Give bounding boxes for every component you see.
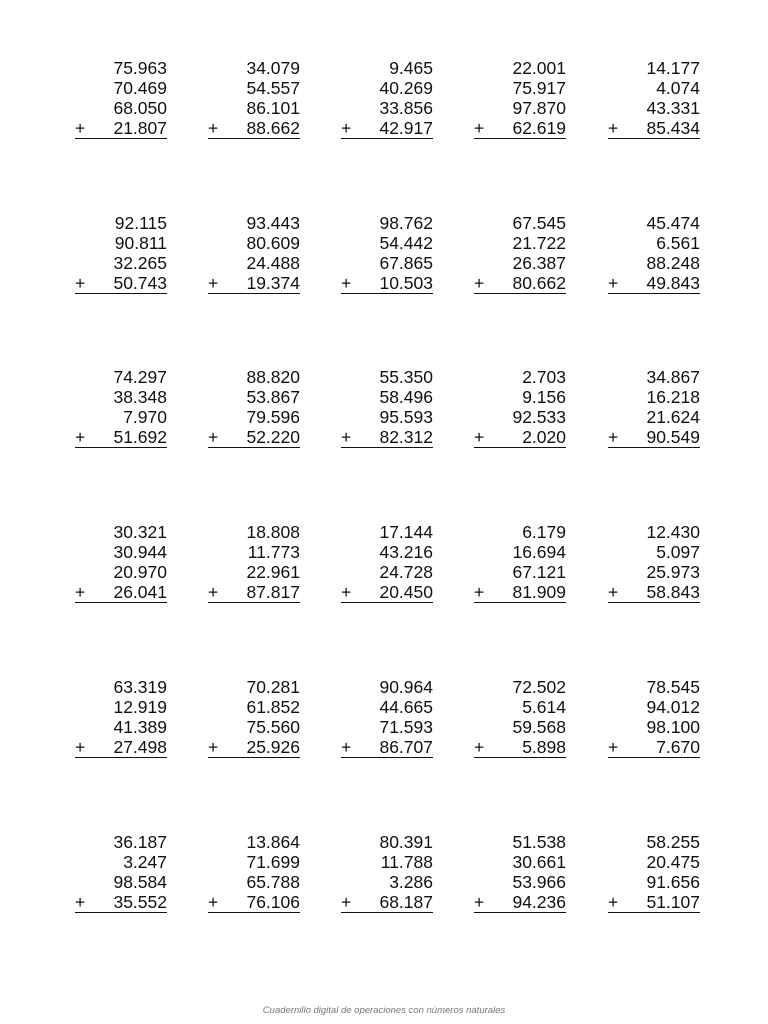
addend: 62.619 [512, 118, 566, 138]
addend: 51.538 [512, 832, 566, 852]
addition-problem [608, 522, 700, 608]
plus-sign: + [474, 118, 485, 138]
addend: 94.236 [512, 892, 566, 912]
plus-sign: + [75, 273, 86, 293]
addend: 80.609 [246, 233, 300, 253]
addition-problem [75, 58, 167, 144]
addition-problem [208, 367, 300, 453]
addend: 16.694 [512, 542, 566, 562]
addend: 58.255 [646, 832, 700, 852]
addend: 12.430 [646, 522, 700, 542]
plus-sign: + [474, 737, 485, 757]
addend: 70.281 [246, 677, 300, 697]
addition-problem [75, 677, 167, 763]
sum-line [208, 447, 300, 448]
addend: 72.502 [512, 677, 566, 697]
addend: 27.498 [113, 737, 167, 757]
addition-problem [608, 677, 700, 763]
addend: 41.389 [113, 717, 167, 737]
addend: 94.012 [646, 697, 700, 717]
addend: 2.703 [522, 367, 566, 387]
sum-line [75, 293, 167, 294]
addend: 3.286 [389, 872, 433, 892]
addend: 21.624 [646, 407, 700, 427]
addition-problem [608, 213, 700, 299]
addition-problem [474, 522, 566, 608]
addition-problem [341, 522, 433, 608]
addend: 2.020 [522, 427, 566, 447]
addend: 45.474 [646, 213, 700, 233]
addend: 85.434 [646, 118, 700, 138]
plus-sign: + [608, 273, 619, 293]
addend: 90.811 [114, 233, 167, 253]
addend: 34.079 [246, 58, 300, 78]
sum-line [208, 912, 300, 913]
addend: 5.614 [522, 697, 566, 717]
addend: 82.312 [379, 427, 433, 447]
sum-line [341, 293, 433, 294]
addend: 71.699 [246, 852, 300, 872]
addend: 53.867 [246, 387, 300, 407]
addend: 90.964 [379, 677, 433, 697]
addend: 20.475 [646, 852, 700, 872]
addend: 61.852 [246, 697, 300, 717]
addend: 97.870 [512, 98, 566, 118]
addend: 36.187 [113, 832, 167, 852]
addend: 30.944 [113, 542, 167, 562]
addend: 42.917 [379, 118, 433, 138]
addend: 67.121 [512, 562, 566, 582]
addition-problem [341, 367, 433, 453]
plus-sign: + [75, 892, 86, 912]
addend: 58.843 [646, 582, 700, 602]
addend: 24.728 [379, 562, 433, 582]
addend: 11.788 [380, 852, 433, 872]
sum-line [474, 293, 566, 294]
sum-line [75, 757, 167, 758]
addend: 19.374 [246, 273, 300, 293]
sum-line [341, 602, 433, 603]
addend: 32.265 [113, 253, 167, 273]
addend: 25.926 [246, 737, 300, 757]
addend: 6.561 [656, 233, 700, 253]
addend: 78.545 [646, 677, 700, 697]
plus-sign: + [341, 737, 352, 757]
plus-sign: + [608, 118, 619, 138]
sum-line [208, 602, 300, 603]
addition-problem [75, 522, 167, 608]
addend: 43.216 [379, 542, 433, 562]
sum-line [608, 447, 700, 448]
addend: 87.817 [246, 582, 300, 602]
addend: 92.533 [512, 407, 566, 427]
addend: 11.773 [247, 542, 300, 562]
plus-sign: + [208, 582, 219, 602]
addend: 67.545 [512, 213, 566, 233]
addition-problem [208, 677, 300, 763]
plus-sign: + [474, 582, 485, 602]
addend: 6.179 [522, 522, 566, 542]
plus-sign: + [474, 892, 485, 912]
sum-line [341, 757, 433, 758]
addition-problem [75, 367, 167, 453]
addend: 65.788 [246, 872, 300, 892]
sum-line [608, 293, 700, 294]
addition-problem [608, 367, 700, 453]
addend: 75.560 [246, 717, 300, 737]
addend: 79.596 [246, 407, 300, 427]
addend: 53.966 [512, 872, 566, 892]
sum-line [208, 293, 300, 294]
addend: 12.919 [113, 697, 167, 717]
addend: 93.443 [246, 213, 300, 233]
addend: 44.665 [379, 697, 433, 717]
addend: 58.496 [379, 387, 433, 407]
addend: 34.867 [646, 367, 700, 387]
addend: 54.442 [379, 233, 433, 253]
sum-line [75, 602, 167, 603]
addition-problem [208, 832, 300, 918]
addend: 7.970 [123, 407, 167, 427]
addend: 70.469 [113, 78, 167, 98]
addend: 51.107 [646, 892, 700, 912]
plus-sign: + [608, 737, 619, 757]
addition-problem [474, 677, 566, 763]
addition-problem [75, 832, 167, 918]
sum-line [341, 138, 433, 139]
addend: 5.898 [522, 737, 566, 757]
addend: 49.843 [646, 273, 700, 293]
sum-line [75, 447, 167, 448]
addend: 88.248 [646, 253, 700, 273]
addend: 98.100 [646, 717, 700, 737]
addend: 55.350 [379, 367, 433, 387]
sum-line [75, 138, 167, 139]
addend: 98.584 [113, 872, 167, 892]
addend: 54.557 [246, 78, 300, 98]
addend: 80.391 [379, 832, 433, 852]
addend: 21.722 [512, 233, 566, 253]
addend: 30.321 [113, 522, 167, 542]
sum-line [608, 138, 700, 139]
plus-sign: + [341, 118, 352, 138]
addend: 95.593 [379, 407, 433, 427]
addend: 7.670 [656, 737, 700, 757]
addend: 50.743 [113, 273, 167, 293]
addend: 20.450 [379, 582, 433, 602]
addend: 51.692 [113, 427, 167, 447]
plus-sign: + [75, 118, 86, 138]
addend: 9.156 [522, 387, 566, 407]
sum-line [208, 757, 300, 758]
addend: 88.662 [246, 118, 300, 138]
sum-line [608, 757, 700, 758]
addend: 71.593 [379, 717, 433, 737]
plus-sign: + [208, 273, 219, 293]
plus-sign: + [608, 582, 619, 602]
sum-line [608, 602, 700, 603]
sum-line [341, 447, 433, 448]
addend: 92.115 [114, 213, 167, 233]
addition-problem [341, 213, 433, 299]
addend: 38.348 [113, 387, 167, 407]
addend: 33.856 [379, 98, 433, 118]
addend: 30.661 [512, 852, 566, 872]
plus-sign: + [208, 427, 219, 447]
plus-sign: + [608, 427, 619, 447]
plus-sign: + [341, 427, 352, 447]
sum-line [208, 138, 300, 139]
plus-sign: + [208, 737, 219, 757]
addition-problem [341, 58, 433, 144]
addition-problem [474, 58, 566, 144]
sum-line [474, 912, 566, 913]
addend: 52.220 [246, 427, 300, 447]
addend: 26.387 [512, 253, 566, 273]
addition-problem [341, 677, 433, 763]
addition-problem [608, 58, 700, 144]
addend: 26.041 [113, 582, 167, 602]
addend: 91.656 [646, 872, 700, 892]
addend: 16.218 [646, 387, 700, 407]
addition-problem [474, 832, 566, 918]
addend: 43.331 [646, 98, 700, 118]
addend: 14.177 [646, 58, 700, 78]
addend: 63.319 [113, 677, 167, 697]
addition-problem [208, 522, 300, 608]
sum-line [474, 757, 566, 758]
addend: 68.050 [113, 98, 167, 118]
addend: 81.909 [512, 582, 566, 602]
addend: 76.106 [246, 892, 300, 912]
addend: 20.970 [113, 562, 167, 582]
addend: 22.001 [512, 58, 566, 78]
addend: 4.074 [656, 78, 700, 98]
addend: 98.762 [379, 213, 433, 233]
addend: 35.552 [113, 892, 167, 912]
plus-sign: + [608, 892, 619, 912]
plus-sign: + [474, 427, 485, 447]
addend: 59.568 [512, 717, 566, 737]
addend: 68.187 [379, 892, 433, 912]
plus-sign: + [75, 427, 86, 447]
plus-sign: + [341, 892, 352, 912]
addend: 80.662 [512, 273, 566, 293]
plus-sign: + [75, 582, 86, 602]
plus-sign: + [75, 737, 86, 757]
addend: 21.807 [113, 118, 167, 138]
addend: 25.973 [646, 562, 700, 582]
plus-sign: + [341, 582, 352, 602]
addition-problem [75, 213, 167, 299]
sum-line [75, 912, 167, 913]
addend: 74.297 [113, 367, 167, 387]
sum-line [341, 912, 433, 913]
addition-problem [474, 367, 566, 453]
addend: 86.101 [246, 98, 300, 118]
addend: 24.488 [246, 253, 300, 273]
addition-problem [341, 832, 433, 918]
addend: 67.865 [379, 253, 433, 273]
plus-sign: + [208, 892, 219, 912]
plus-sign: + [474, 273, 485, 293]
sum-line [474, 138, 566, 139]
addend: 13.864 [246, 832, 300, 852]
addend: 18.808 [246, 522, 300, 542]
addend: 75.963 [113, 58, 167, 78]
addend: 90.549 [646, 427, 700, 447]
sum-line [608, 912, 700, 913]
plus-sign: + [341, 273, 352, 293]
addition-problem [208, 58, 300, 144]
addend: 40.269 [379, 78, 433, 98]
plus-sign: + [208, 118, 219, 138]
sum-line [474, 447, 566, 448]
addend: 86.707 [379, 737, 433, 757]
sum-line [474, 602, 566, 603]
addition-problem [474, 213, 566, 299]
addend: 10.503 [379, 273, 433, 293]
addition-problem [208, 213, 300, 299]
addend: 17.144 [379, 522, 433, 542]
addition-problem [608, 832, 700, 918]
addend: 9.465 [389, 58, 433, 78]
addend: 75.917 [512, 78, 566, 98]
addend: 3.247 [123, 852, 167, 872]
addend: 5.097 [656, 542, 700, 562]
addend: 88.820 [246, 367, 300, 387]
addend: 22.961 [246, 562, 300, 582]
footer-caption: Cuadernillo digital de operaciones con números naturales [262, 1005, 506, 1016]
